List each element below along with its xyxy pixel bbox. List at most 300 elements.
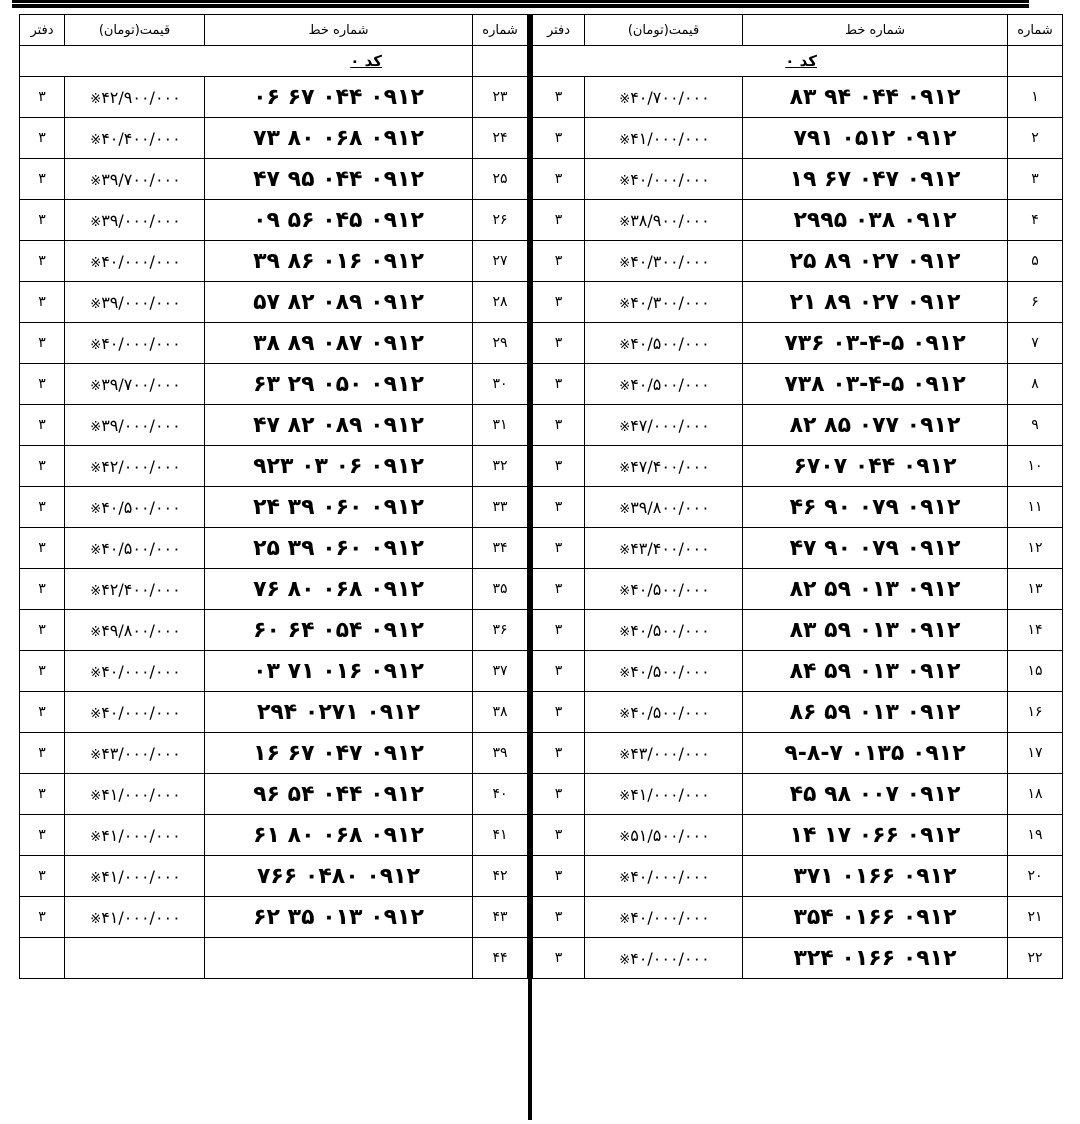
price-mark: ※ (619, 501, 631, 517)
line-number-cell: ۰۹۱۲ ۰۸۹ ۸۲ ۵۷ (205, 282, 473, 323)
table-row (533, 282, 1063, 323)
row-number-cell: ۳۳ (473, 487, 528, 528)
price-mark: ※ (619, 214, 631, 230)
price-value: ۴۰/۵۰۰/۰۰۰ (630, 333, 710, 353)
price-mark: ※ (90, 337, 102, 353)
price-mark: ※ (90, 747, 102, 763)
price-mark: ※ (90, 542, 102, 558)
price-mark: ※ (90, 665, 102, 681)
table-row (20, 610, 528, 651)
book-cell: ۳ (533, 159, 585, 200)
price-mark: ※ (619, 91, 631, 107)
price-mark: ※ (90, 91, 102, 107)
price-value: ۴۰/۵۰۰/۰۰۰ (101, 497, 181, 517)
row-number-cell: ۳۸ (473, 692, 528, 733)
line-number-cell: ۰۹۱۲ ۰۴۵ ۵۶ ۰۹ (205, 200, 473, 241)
code-label-cell (20, 46, 473, 77)
price-value: ۴۰/۷۰۰/۰۰۰ (630, 87, 710, 107)
line-number-cell: ۰۹۱۲ ۰۲۷ ۸۹ ۲۱ (743, 282, 1008, 323)
row-number-cell: ۲۸ (473, 282, 528, 323)
line-number-cell: ۰۹۱۲ ۰۶۰ ۳۹ ۲۵ (205, 528, 473, 569)
price-mark: ※ (90, 829, 102, 845)
row-number-cell: ۱۶ (1008, 692, 1063, 733)
book-cell: ۳ (20, 774, 65, 815)
price-mark: ※ (619, 542, 631, 558)
row-number-cell: ۲۶ (473, 200, 528, 241)
book-cell: ۳ (20, 897, 65, 938)
line-number-cell: ۰۹۱۲ ۰۶۶ ۱۷ ۱۴ (743, 815, 1008, 856)
price-cell (585, 938, 743, 979)
price-mark: ※ (90, 214, 102, 230)
line-number-cell: ۰۹۱۲ ۰۱۶۶ ۳۵۴ (743, 897, 1008, 938)
price-cell (585, 774, 743, 815)
book-cell: ۳ (20, 651, 65, 692)
price-mark: ※ (619, 952, 631, 968)
price-cell (65, 200, 205, 241)
price-cell (585, 405, 743, 446)
price-value: ۳۹/۰۰۰/۰۰۰ (101, 210, 181, 230)
price-mark: ※ (90, 132, 102, 148)
line-number-cell: ۰۹۱۲ ۰۷۹ ۹۰ ۴۷ (743, 528, 1008, 569)
table-row (533, 323, 1063, 364)
book-cell: ۳ (533, 938, 585, 979)
price-mark: ※ (619, 665, 631, 681)
line-number-cell: ۰۹۱۲ ۰۲۷ ۸۹ ۲۵ (743, 241, 1008, 282)
row-number-cell: ۲۵ (473, 159, 528, 200)
price-cell (65, 241, 205, 282)
price-cell (585, 815, 743, 856)
price-value: ۴۰/۴۰۰/۰۰۰ (101, 128, 181, 148)
price-mark: ※ (90, 419, 102, 435)
row-number-cell: ۳ (1008, 159, 1063, 200)
price-cell (585, 651, 743, 692)
row-number-cell: ۵ (1008, 241, 1063, 282)
row-number-cell: ۳۰ (473, 364, 528, 405)
line-number-cell: ۰۹۱۲ ۰۱۶۶ ۳۷۱ (743, 856, 1008, 897)
line-number-cell: ۰۹۱۲ ۰۶۸ ۸۰ ۷۶ (205, 569, 473, 610)
price-cell (585, 118, 743, 159)
book-cell: ۳ (533, 692, 585, 733)
price-cell (65, 692, 205, 733)
book-cell: ۳ (533, 610, 585, 651)
price-value: ۴۰/۰۰۰/۰۰۰ (101, 333, 181, 353)
price-mark: ※ (90, 378, 102, 394)
line-number-cell: ۰۹۱۲ ۰۴۴ ۹۵ ۴۷ (205, 159, 473, 200)
left-table-body (20, 46, 528, 979)
book-cell: ۳ (20, 815, 65, 856)
code-label: کد ۰ (785, 52, 817, 70)
table-row (20, 815, 528, 856)
row-number-cell: ۲۰ (1008, 856, 1063, 897)
price-value: ۴۰/۰۰۰/۰۰۰ (101, 251, 181, 271)
price-mark: ※ (619, 706, 631, 722)
price-value: ۴۰/۰۰۰/۰۰۰ (630, 169, 710, 189)
book-cell: ۳ (20, 77, 65, 118)
book-cell: ۳ (20, 487, 65, 528)
book-cell: ۳ (533, 774, 585, 815)
price-cell (585, 241, 743, 282)
book-cell: ۳ (533, 241, 585, 282)
price-cell (585, 364, 743, 405)
table-row (533, 446, 1063, 487)
book-cell: ۳ (533, 200, 585, 241)
row-number-cell: ۱۰ (1008, 446, 1063, 487)
price-value: ۴۱/۰۰۰/۰۰۰ (101, 784, 181, 804)
book-cell: ۳ (533, 897, 585, 938)
price-cell (585, 323, 743, 364)
table-row (533, 364, 1063, 405)
header-row (533, 15, 1063, 46)
line-number-cell: ۰۹۱۲ ۰۴۴ ۶۷۰۷ (743, 446, 1008, 487)
book-cell: ۳ (20, 118, 65, 159)
price-mark: ※ (90, 624, 102, 640)
price-value: ۴۱/۰۰۰/۰۰۰ (630, 128, 710, 148)
table-row (20, 77, 528, 118)
book-cell: ۳ (20, 405, 65, 446)
code-label: کد ۰ (350, 52, 382, 70)
book-cell: ۳ (533, 405, 585, 446)
table-row (533, 733, 1063, 774)
row-number-cell: ۲۳ (473, 77, 528, 118)
code-row (20, 46, 528, 77)
table-row (20, 856, 528, 897)
price-cell (65, 651, 205, 692)
right-panel (532, 14, 1062, 1120)
book-cell: ۳ (20, 610, 65, 651)
table-row (533, 487, 1063, 528)
book-cell: ۳ (533, 569, 585, 610)
price-cell (585, 610, 743, 651)
table-row (533, 118, 1063, 159)
table-row (20, 774, 528, 815)
price-cell (65, 405, 205, 446)
row-number-cell: ۱۱ (1008, 487, 1063, 528)
row-number-cell: ۲۷ (473, 241, 528, 282)
code-label-cell (533, 46, 1008, 77)
header-book: دفتر (20, 15, 65, 46)
line-number-cell: ۰۹۱۲ ۰۸۹ ۸۲ ۴۷ (205, 405, 473, 446)
price-mark: ※ (619, 132, 631, 148)
price-cell (585, 159, 743, 200)
row-number-cell: ۱ (1008, 77, 1063, 118)
line-number-cell: ۰۹۱۲ ۰۶ ۰۳ ۹۲۳ (205, 446, 473, 487)
table-row (533, 651, 1063, 692)
row-number-cell: ۳۹ (473, 733, 528, 774)
price-cell (65, 77, 205, 118)
row-number-cell: ۱۴ (1008, 610, 1063, 651)
price-cell (65, 733, 205, 774)
price-mark: ※ (619, 911, 631, 927)
price-value: ۴۲/۹۰۰/۰۰۰ (101, 87, 181, 107)
line-number-cell: ۰۹۱۲ ۰۸۷ ۸۹ ۳۸ (205, 323, 473, 364)
price-value: ۴۲/۴۰۰/۰۰۰ (101, 579, 181, 599)
price-cell (65, 159, 205, 200)
table-row (533, 569, 1063, 610)
price-cell (65, 938, 205, 979)
line-number-cell: ۰۹۱۲ ۰۱۳ ۵۹ ۸۶ (743, 692, 1008, 733)
table-row (533, 692, 1063, 733)
row-number-cell: ۳۱ (473, 405, 528, 446)
row-number-cell: ۳۷ (473, 651, 528, 692)
book-cell: ۳ (533, 815, 585, 856)
book-cell: ۳ (20, 282, 65, 323)
price-cell (585, 446, 743, 487)
price-value: ۴۰/۰۰۰/۰۰۰ (630, 907, 710, 927)
price-mark: ※ (619, 624, 631, 640)
book-cell: ۳ (533, 446, 585, 487)
header-row-number: شماره (473, 15, 528, 46)
price-value: ۴۰/۵۰۰/۰۰۰ (630, 702, 710, 722)
row-number-cell: ۲۴ (473, 118, 528, 159)
price-value: ۴۰/۵۰۰/۰۰۰ (630, 620, 710, 640)
price-cell (65, 487, 205, 528)
line-number-cell: ۰۹۱۲ ۰۱۶ ۷۱ ۰۳ (205, 651, 473, 692)
price-mark: ※ (619, 337, 631, 353)
row-number-cell: ۳۲ (473, 446, 528, 487)
table-row (533, 241, 1063, 282)
price-value: ۴۰/۵۰۰/۰۰۰ (630, 579, 710, 599)
book-cell: ۳ (20, 364, 65, 405)
line-number-cell: ۰۹۱۲ ۰۱۳۵ ۹-۸-۷ (743, 733, 1008, 774)
price-cell (65, 897, 205, 938)
price-list-sheet (19, 14, 1062, 1120)
header-book: دفتر (533, 15, 585, 46)
table-row (533, 897, 1063, 938)
row-number-cell: ۳۵ (473, 569, 528, 610)
price-value: ۴۰/۰۰۰/۰۰۰ (101, 702, 181, 722)
row-number-cell: ۲۱ (1008, 897, 1063, 938)
line-number-cell: ۰۹۱۲ ۰۱۶ ۸۶ ۳۹ (205, 241, 473, 282)
price-cell (65, 815, 205, 856)
row-number-cell: ۳۶ (473, 610, 528, 651)
row-number-cell: ۲ (1008, 118, 1063, 159)
price-value: ۳۹/۰۰۰/۰۰۰ (101, 415, 181, 435)
price-cell (585, 733, 743, 774)
book-cell: ۳ (533, 77, 585, 118)
price-value: ۴۰/۵۰۰/۰۰۰ (101, 538, 181, 558)
price-cell (65, 364, 205, 405)
row-number-cell: ۴۲ (473, 856, 528, 897)
line-number-cell: ۰۹۱۲ ۰۳-۴-۵ ۷۳۸ (743, 364, 1008, 405)
line-number-cell: ۰۹۱۲ ۰۴۴ ۶۷ ۰۶ (205, 77, 473, 118)
price-value: ۴۹/۸۰۰/۰۰۰ (101, 620, 181, 640)
row-number-cell: ۶ (1008, 282, 1063, 323)
price-value: ۴۷/۴۰۰/۰۰۰ (630, 456, 710, 476)
price-value: ۴۰/۵۰۰/۰۰۰ (630, 374, 710, 394)
book-cell: ۳ (533, 487, 585, 528)
price-mark: ※ (90, 911, 102, 927)
price-mark: ※ (90, 460, 102, 476)
table-row (20, 118, 528, 159)
line-number-cell: ۰۹۱۲ ۰۶۸ ۸۰ ۷۳ (205, 118, 473, 159)
table-row (20, 405, 528, 446)
line-number-cell: ۰۹۱۲ ۰۱۳ ۵۹ ۸۲ (743, 569, 1008, 610)
price-mark: ※ (90, 870, 102, 886)
book-cell: ۳ (533, 733, 585, 774)
price-value: ۴۱/۰۰۰/۰۰۰ (101, 907, 181, 927)
line-number-cell: ۰۹۱۲ ۰۱۶۶ ۳۲۴ (743, 938, 1008, 979)
table-row (533, 815, 1063, 856)
row-number-cell: ۱۸ (1008, 774, 1063, 815)
row-number-cell: ۱۷ (1008, 733, 1063, 774)
price-cell (65, 856, 205, 897)
book-cell (20, 938, 65, 979)
price-value: ۴۰/۵۰۰/۰۰۰ (630, 661, 710, 681)
table-row (20, 692, 528, 733)
price-cell (65, 323, 205, 364)
table-row (20, 282, 528, 323)
row-number-cell: ۴۳ (473, 897, 528, 938)
table-row (20, 897, 528, 938)
price-mark: ※ (90, 255, 102, 271)
price-value: ۴۳/۰۰۰/۰۰۰ (630, 743, 710, 763)
code-row-empty (1008, 46, 1063, 77)
price-mark: ※ (90, 501, 102, 517)
row-number-cell: ۲۲ (1008, 938, 1063, 979)
table-row (20, 569, 528, 610)
book-cell: ۳ (533, 282, 585, 323)
line-number-cell: ۰۹۱۲ ۰۴۷ ۶۷ ۱۶ (205, 733, 473, 774)
price-cell (65, 774, 205, 815)
book-cell: ۳ (533, 528, 585, 569)
row-number-cell: ۹ (1008, 405, 1063, 446)
header-price: قیمت(تومان) (585, 15, 743, 46)
price-mark: ※ (90, 173, 102, 189)
price-value: ۴۱/۰۰۰/۰۰۰ (101, 825, 181, 845)
price-mark: ※ (619, 173, 631, 189)
price-value: ۴۳/۰۰۰/۰۰۰ (101, 743, 181, 763)
price-cell (585, 282, 743, 323)
line-number-cell: ۰۹۱۲ ۰۵۱۲ ۷۹۱ (743, 118, 1008, 159)
header-price: قیمت(تومان) (65, 15, 205, 46)
table-row (533, 159, 1063, 200)
line-number-cell: ۰۹۱۲ ۰۶۸ ۸۰ ۶۱ (205, 815, 473, 856)
row-number-cell: ۴ (1008, 200, 1063, 241)
line-number-cell: ۰۹۱۲ ۰۴۴ ۹۴ ۸۳ (743, 77, 1008, 118)
right-table (532, 14, 1063, 979)
book-cell: ۳ (533, 856, 585, 897)
code-row-empty (473, 46, 528, 77)
row-number-cell: ۱۵ (1008, 651, 1063, 692)
line-number-cell: ۰۹۱۲ ۰۱۳ ۵۹ ۸۳ (743, 610, 1008, 651)
right-table-body (533, 46, 1063, 979)
line-number-cell (205, 938, 473, 979)
price-mark: ※ (619, 378, 631, 394)
book-cell: ۳ (533, 118, 585, 159)
price-cell (585, 77, 743, 118)
book-cell: ۳ (20, 569, 65, 610)
price-mark: ※ (619, 296, 631, 312)
row-number-cell: ۲۹ (473, 323, 528, 364)
price-cell (65, 282, 205, 323)
price-mark: ※ (90, 583, 102, 599)
price-mark: ※ (619, 870, 631, 886)
book-cell: ۳ (20, 528, 65, 569)
price-value: ۴۰/۳۰۰/۰۰۰ (630, 251, 710, 271)
book-cell: ۳ (20, 856, 65, 897)
line-number-cell: ۰۹۱۲ ۰۱۳ ۵۹ ۸۴ (743, 651, 1008, 692)
row-number-cell: ۱۲ (1008, 528, 1063, 569)
book-cell: ۳ (533, 364, 585, 405)
price-value: ۴۰/۰۰۰/۰۰۰ (630, 866, 710, 886)
table-row (20, 159, 528, 200)
price-value: ۴۷/۰۰۰/۰۰۰ (630, 415, 710, 435)
table-row (533, 200, 1063, 241)
book-cell: ۳ (20, 446, 65, 487)
price-mark: ※ (619, 460, 631, 476)
price-cell (585, 569, 743, 610)
line-number-cell: ۰۹۱۲ ۰۴۸۰ ۷۶۶ (205, 856, 473, 897)
top-border-bar (12, 0, 1029, 8)
price-mark: ※ (90, 706, 102, 722)
price-mark: ※ (619, 255, 631, 271)
table-row (20, 938, 528, 979)
line-number-cell: ۰۹۱۲ ۰۷۹ ۹۰ ۴۶ (743, 487, 1008, 528)
table-row (20, 528, 528, 569)
table-row (533, 856, 1063, 897)
price-value: ۴۰/۰۰۰/۰۰۰ (101, 661, 181, 681)
row-number-cell: ۳۴ (473, 528, 528, 569)
row-number-cell: ۷ (1008, 323, 1063, 364)
book-cell: ۳ (20, 159, 65, 200)
header-line-number: شماره خط (743, 15, 1008, 46)
header-line-number: شماره خط (205, 15, 473, 46)
row-number-cell: ۱۹ (1008, 815, 1063, 856)
price-mark: ※ (619, 788, 631, 804)
price-cell (585, 487, 743, 528)
table-row (533, 528, 1063, 569)
book-cell: ۳ (533, 323, 585, 364)
price-value: ۳۸/۹۰۰/۰۰۰ (630, 210, 710, 230)
left-table (19, 14, 528, 979)
row-number-cell: ۴۰ (473, 774, 528, 815)
price-cell (65, 569, 205, 610)
price-mark: ※ (619, 829, 631, 845)
price-value: ۵۱/۵۰۰/۰۰۰ (630, 825, 710, 845)
book-cell: ۳ (20, 323, 65, 364)
line-number-cell: ۰۹۱۲ ۰۳۸ ۲۹۹۵ (743, 200, 1008, 241)
price-cell (65, 528, 205, 569)
table-row (533, 77, 1063, 118)
line-number-cell: ۰۹۱۲ ۰۶۰ ۳۹ ۲۴ (205, 487, 473, 528)
price-mark: ※ (90, 788, 102, 804)
table-row (533, 938, 1063, 979)
price-mark: ※ (90, 296, 102, 312)
price-cell (65, 446, 205, 487)
price-mark: ※ (619, 419, 631, 435)
price-value: ۳۹/۰۰۰/۰۰۰ (101, 292, 181, 312)
book-cell: ۳ (533, 651, 585, 692)
line-number-cell: ۰۹۱۲ ۰۵۴ ۶۴ ۶۰ (205, 610, 473, 651)
line-number-cell: ۰۹۱۲ ۰۳-۴-۵ ۷۳۶ (743, 323, 1008, 364)
book-cell: ۳ (20, 200, 65, 241)
table-row (20, 241, 528, 282)
table-row (20, 200, 528, 241)
price-cell (585, 528, 743, 569)
price-value: ۴۲/۰۰۰/۰۰۰ (101, 456, 181, 476)
line-number-cell: ۰۹۱۲ ۰۱۳ ۳۵ ۶۲ (205, 897, 473, 938)
price-cell (585, 200, 743, 241)
table-row (20, 446, 528, 487)
row-number-cell: ۱۳ (1008, 569, 1063, 610)
price-value: ۴۱/۰۰۰/۰۰۰ (630, 784, 710, 804)
price-cell (65, 118, 205, 159)
code-row (533, 46, 1063, 77)
price-value: ۴۱/۰۰۰/۰۰۰ (101, 866, 181, 886)
price-value: ۴۰/۳۰۰/۰۰۰ (630, 292, 710, 312)
line-number-cell: ۰۹۱۲ ۰۰۷ ۹۸ ۴۵ (743, 774, 1008, 815)
table-row (20, 651, 528, 692)
